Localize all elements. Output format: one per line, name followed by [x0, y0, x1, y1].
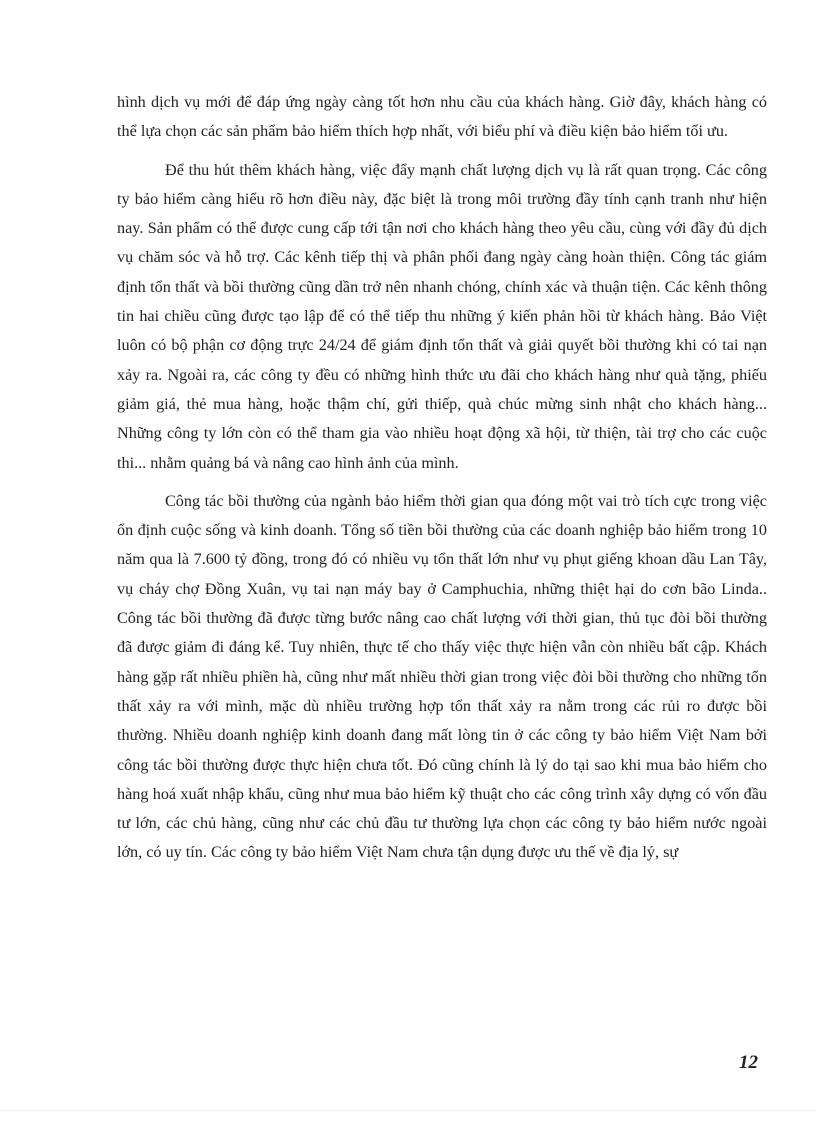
body-text — [117, 88, 767, 877]
paragraph-compensation: Công tác bồi thường của ngành bảo hiểm thời gian qua đóng một vai trò tích cực trong việc ổn định cuộc sống và kinh doanh. Tổng số tiền bồi thường của các doanh nghiệp bảo hiểm trong 10 năm qua là 7.600 tỷ đồng, trong đó có nhiều vụ tổn thất lớn như vụ phụt giếng khoan dầu Lan Tây, vụ cháy chợ Đồng Xuân, vụ tai nạn máy bay ở Camphuchia, những thiệt hại do cơn bão Linda.. Công tác bồi thường đã được từng bước nâng cao chất lượng với thời gian, thủ tục đòi bồi thường đã được giảm đi đáng kể. Tuy nhiên, thực tế cho thấy việc thực hiện vẫn còn nhiều bất cập. Khách hàng gặp rất nhiều phiền hà, cũng như mất nhiều thời gian trong việc đòi bồi thường cho những tổn thất xảy ra với mình, mặc dù nhiều trường hợp tổn thất xảy ra nằm trong các rủi ro được bồi thường. Nhiều doanh nghiệp kinh doanh đang mất lòng tin ở các công ty bảo hiểm Việt Nam bởi công tác bồi thường được thực hiện chưa tốt. Đó cũng chính là lý do tại sao khi mua bảo hiểm cho hàng hoá xuất nhập khẩu, cũng như mua bảo hiểm kỹ thuật cho các công trình xây dựng có vốn đầu tư lớn, các chủ hàng, cũng như các chủ đầu tư thường lựa chọn các công ty bảo hiểm nước ngoài lớn, có uy tín. Các công ty bảo hiểm Việt Nam chưa tận dụng được ưu thế về địa lý, sự — [117, 491, 767, 862]
paragraph-continued: hình dịch vụ mới để đáp ứng ngày càng tốt hơn nhu cầu của khách hàng. Giờ đây, khách hàng có thể lựa chọn các sản phẩm bảo hiểm thích hợp nhất, với biểu phí và điều kiện bảo hiểm tối ưu. — [117, 93, 767, 141]
page-number: 12 — [739, 1052, 758, 1073]
paragraph-customer-service: Để thu hút thêm khách hàng, việc đẩy mạnh chất lượng dịch vụ là rất quan trọng. Các công ty bảo hiểm càng hiểu rõ hơn điều này, đặc biệt là trong môi trường đầy tính cạnh tranh như hiện nay. Sản phẩm có thể được cung cấp tới tận nơi cho khách hàng theo yêu cầu, cùng với đầy đủ dịch vụ chăm sóc và hỗ trợ. Các kênh tiếp thị và phân phối đang ngày càng hoàn thiện. Công tác giám định tổn thất và bồi thường cũng dần trở nên nhanh chóng, chính xác và thuận tiện. Các kênh thông tin hai chiều cũng được tạo lập để có thể tiếp thu những ý kiến phản hồi từ khách hàng. Bảo Việt luôn có bộ phận cơ động trực 24/24 để giám định tổn thất và giải quyết bồi thường khi có tai nạn xảy ra. Ngoài ra, các công ty đều có những hình thức ưu đãi cho khách hàng như quà tặng, phiếu giảm giá, thẻ mua hàng, hoặc thậm chí, gửi thiếp, quà chúc mừng sinh nhật cho khách hàng... Những công ty lớn còn có thể tham gia vào nhiều hoạt động xã hội, từ thiện, tài trợ cho các cuộc thi... nhằm quảng bá và nâng cao hình ảnh của mình. — [117, 160, 767, 472]
page-bottom-edge — [0, 1110, 816, 1111]
